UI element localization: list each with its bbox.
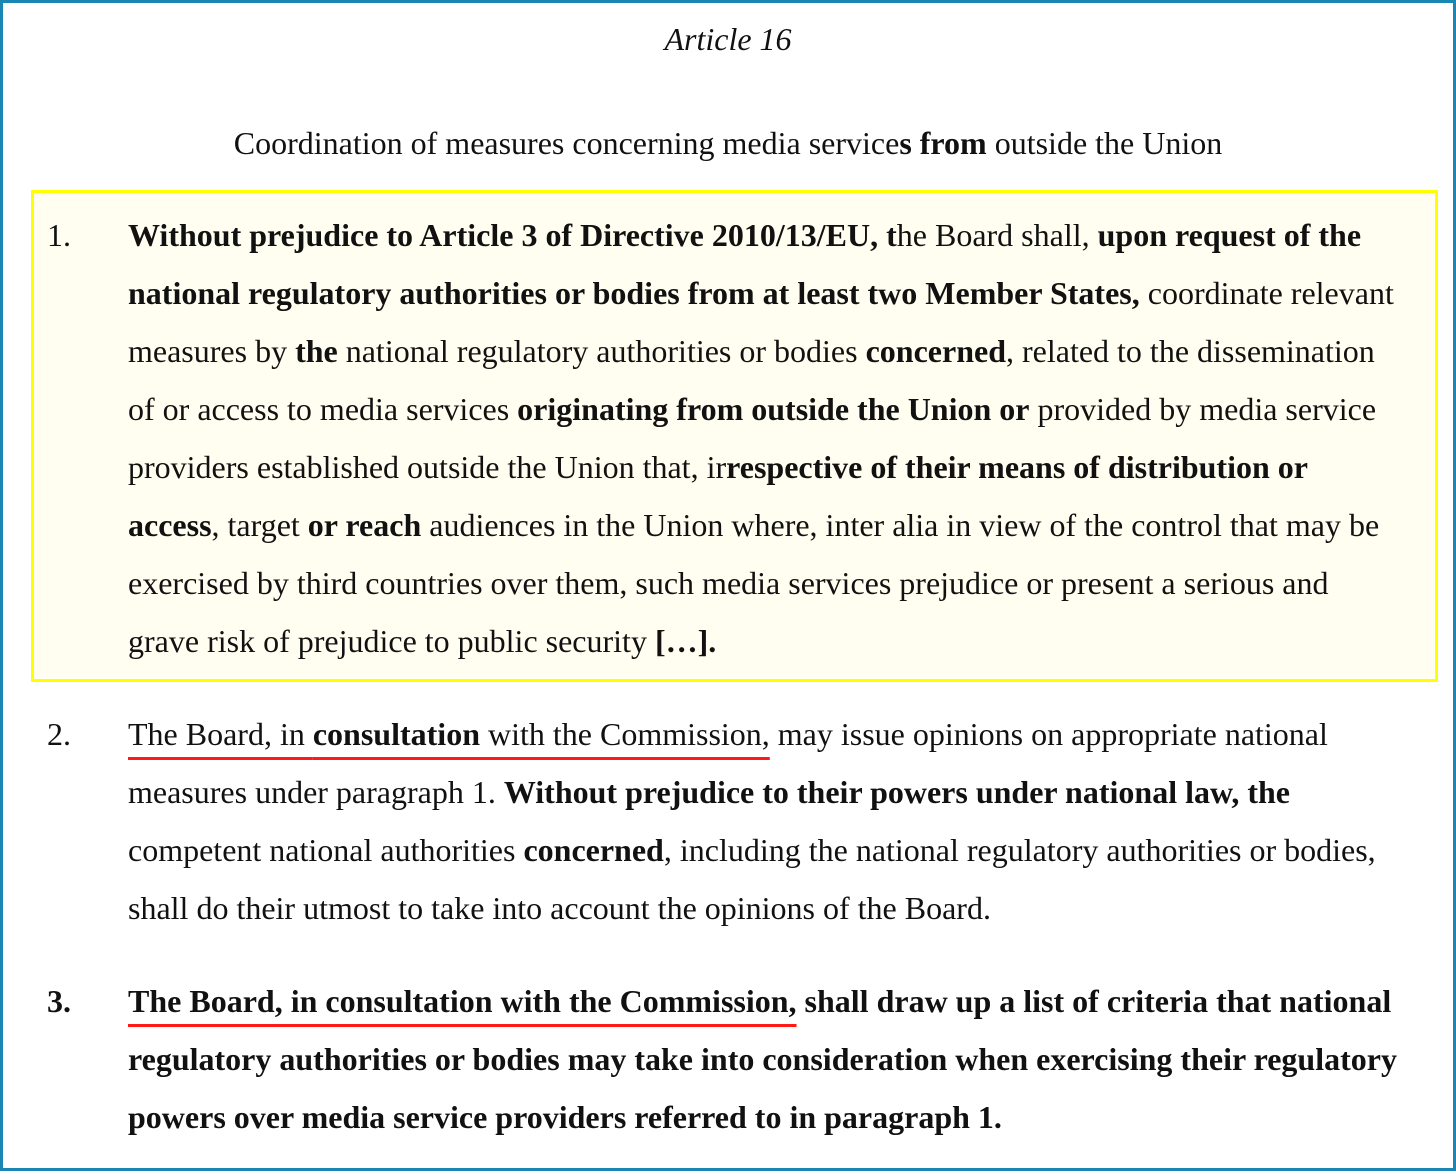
paragraph-body [128,206,1403,670]
paragraph-number: 3. [47,983,71,1019]
article-title: Article 16 [664,21,792,57]
bold-text-segment: concerned [523,832,664,868]
paragraph-number: 2. [47,716,71,752]
bold-text-segment: or reach [307,507,422,543]
bold-text-segment: […]. [654,623,717,659]
bold-text-segment: shall draw up a list of criteria that national regulatory authorities or bodies may take into consideration when exercising their regulatory powers over media service providers referred to in paragraph 1. [128,983,1397,1135]
red-underlined-phrase [128,716,770,752]
paragraph-number: 1. [47,217,71,253]
heading-bold-text: s from [899,125,987,161]
bold-text-segment: The Board, in consultation with the Commission, [128,983,797,1019]
paragraph-body [128,705,1403,937]
bold-text-segment: originating from outside the Union or [517,391,1030,427]
bold-text-segment: the [295,333,338,369]
red-underlined-phrase [128,983,797,1019]
text-segment: , related to the dissemination of or access to media services [128,333,1375,427]
bold-text-segment: Without prejudice to Article 3 of Directive 2010/13/EU, t [128,217,897,253]
bold-text-segment: upon request of the national regulatory authorities or bodies from at least two Member States, [128,217,1362,311]
bold-text-segment: Without prejudice to their powers under national law, the [503,774,1290,810]
bold-text-segment: respective of their means of distribution or access [128,449,1308,543]
text-segment: with the Commission, [479,716,770,752]
heading-text-end: outside the Union [986,125,1223,161]
text-segment: , including the national regulatory authorities or bodies, shall do their utmost to take into account the opinions of the Board. [128,832,1376,926]
article-heading [3,121,1453,165]
bold-text-segment: concerned [865,333,1006,369]
text-segment: audiences in the Union where, inter alia in view of the control that may be exercised by third countries over them, such media services prejudice or present a serious and grave risk of prejudice to public security [128,507,1380,659]
text-segment: coordinate relevant measures by [128,275,1394,369]
text-segment: provided by media service providers established outside the Union that, ir [128,391,1377,485]
heading-text: Coordination of measures concerning media service [233,125,900,161]
text-segment: he Board shall, [896,217,1098,253]
text-segment: national regulatory authorities or bodies [337,333,866,369]
text-segment: The Board, in [128,716,313,752]
text-segment: may issue opinions on appropriate national measures under paragraph 1. [128,716,1328,810]
text-segment: competent national authorities [128,832,524,868]
text-segment: , target [211,507,308,543]
paragraph-body [128,972,1403,1146]
bold-text-segment: consultation [312,716,480,752]
